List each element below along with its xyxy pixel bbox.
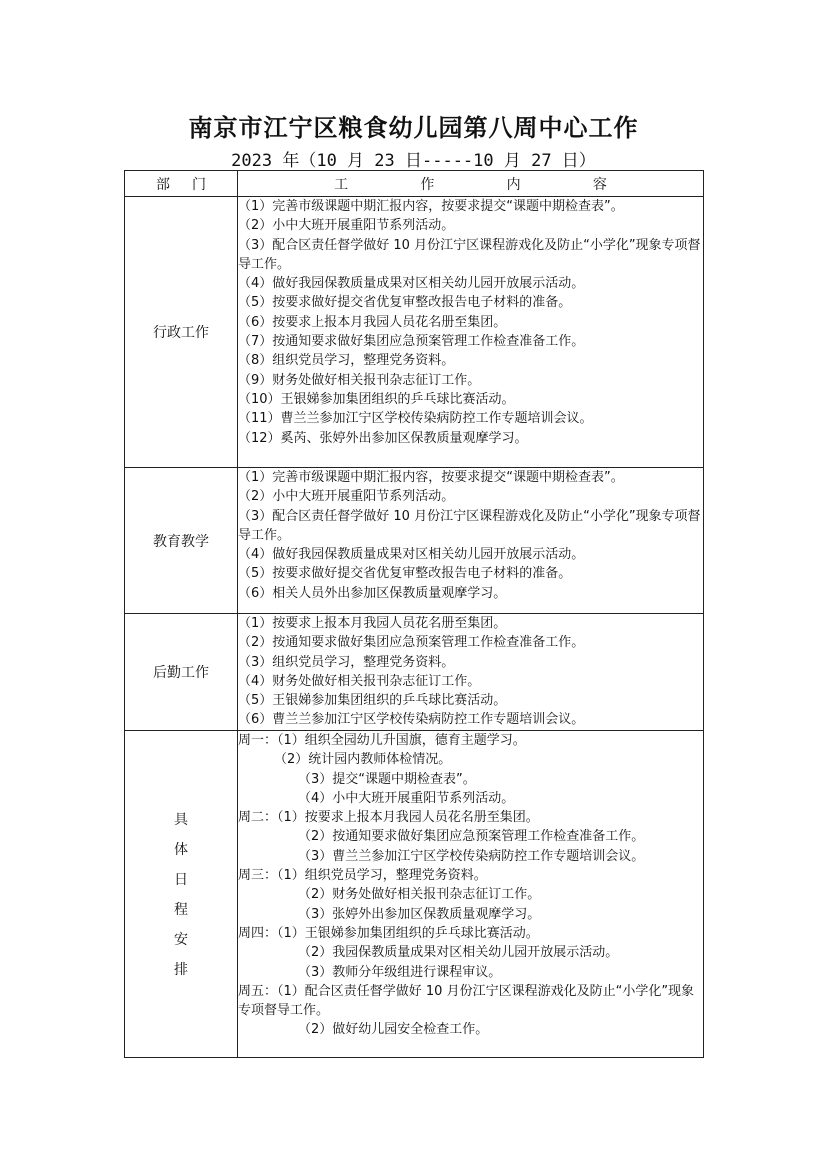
- header-row: [125, 171, 704, 197]
- list-item: （11）曹兰兰参加江宁区学校传染病防控工作专题培训会议。: [238, 411, 593, 427]
- dept-header: [125, 171, 238, 197]
- admin-items: [238, 197, 704, 468]
- list-item: （6）按要求上报本月我园人员花名册至集团。: [238, 314, 507, 330]
- content-header: [238, 171, 704, 197]
- work-schedule-table: [124, 170, 704, 1058]
- schedule-line: 周二：（1）按要求上报本月我园人员花名册至集团。: [238, 810, 539, 826]
- dept-admin: 行政工作: [125, 197, 238, 468]
- teaching-items: [238, 468, 704, 614]
- list-item: （8）组织党员学习，整理党务资料。: [238, 353, 455, 369]
- list-item: （4）做好我园保教质量成果对区相关幼儿园开放展示活动。: [238, 276, 585, 292]
- list-item: （7）按通知要求做好集团应急预案管理工作检查准备工作。: [238, 334, 585, 350]
- list-item: （10）王银娣参加集团组织的乒乓球比赛活动。: [238, 391, 515, 407]
- date-range: 2023 年（10 月 23 日-----10 月 27 日）: [231, 151, 596, 171]
- list-item: （5）王银娣参加集团组织的乒乓球比赛活动。: [238, 693, 507, 709]
- section-row-teaching: [125, 468, 704, 614]
- list-item: （2）按通知要求做好集团应急预案管理工作检查准备工作。: [238, 635, 585, 651]
- document-title: 南京市江宁区粮食幼儿园第八周中心工作: [188, 113, 639, 142]
- list-item: （1）按要求上报本月我园人员花名册至集团。: [238, 616, 507, 631]
- list-item: （4）做好我园保教质量成果对区相关幼儿园开放展示活动。: [238, 547, 585, 563]
- schedule-line: （3）曹兰兰参加江宁区学校传染病防控工作专题培训会议。: [298, 848, 645, 864]
- list-item: （12）奚芮、张婷外出参加区保教质量观摩学习。: [238, 430, 528, 446]
- section-row-admin: [125, 197, 704, 468]
- list-item: （2）小中大班开展重阳节系列活动。: [238, 218, 455, 234]
- schedule-label-char: 具: [174, 812, 188, 828]
- dept-header-char: 部: [156, 176, 170, 193]
- list-item: （3）配合区责任督学做好 10 月份江宁区课程游戏化及防止“小学化”现象专项督导工作。: [238, 508, 701, 543]
- schedule-label: [125, 731, 238, 1058]
- list-item: （1）完善市级课题中期汇报内容，按要求提交“课题中期检查表”。: [238, 470, 624, 485]
- section-row-logistics: [125, 614, 704, 731]
- schedule-label-char: 日: [174, 872, 188, 888]
- schedule-line: （3）张婷外出参加区保教质量观摩学习。: [298, 906, 541, 922]
- schedule-line: （2）财务处做好相关报刊杂志征订工作。: [298, 887, 541, 903]
- list-item: （5）按要求做好提交省优复审整改报告电子材料的准备。: [238, 295, 572, 311]
- content-header-char: 工: [334, 176, 349, 193]
- list-item: （9）财务处做好相关报刊杂志征订工作。: [238, 372, 481, 388]
- content-header-char: 容: [592, 176, 607, 193]
- list-item: （6）曹兰兰参加江宁区学校传染病防控工作专题培训会议。: [238, 712, 585, 728]
- schedule-line: 周四：（1）王银娣参加集团组织的乒乓球比赛活动。: [238, 925, 539, 941]
- schedule-line: （3）提交“课题中期检查表”。: [298, 771, 476, 787]
- schedule-line: （3）教师分年级组进行课程审议。: [298, 964, 502, 980]
- schedule-line: 周三：（1）组织党员学习，整理党务资料。: [238, 868, 487, 884]
- schedule-line: （2）统计园内教师体检情况。: [274, 752, 452, 768]
- schedule-label-char: 体: [174, 842, 188, 858]
- schedule-label-char: 程: [174, 902, 188, 918]
- schedule-line: （2）做好幼儿园安全检查工作。: [298, 1022, 489, 1038]
- schedule-line: 周五：（1）配合区责任督学做好 10 月份江宁区课程游戏化及防止“小学化”现象专项督导工作。: [238, 983, 695, 1019]
- schedule-line: （2）我园保教质量成果对区相关幼儿园开放展示活动。: [298, 945, 619, 961]
- list-item: （2）小中大班开展重阳节系列活动。: [238, 489, 455, 505]
- schedule-line: （2）按通知要求做好集团应急预案管理工作检查准备工作。: [298, 829, 645, 845]
- schedule-line: 周一：（1）组织全园幼儿升国旗，德育主题学习。: [238, 733, 526, 748]
- list-item: （3）组织党员学习，整理党务资料。: [238, 654, 455, 670]
- list-item: （1）完善市级课题中期汇报内容，按要求提交“课题中期检查表”。: [238, 199, 624, 214]
- list-item: （3）配合区责任督学做好 10 月份江宁区课程游戏化及防止“小学化”现象专项督导工作。: [238, 237, 701, 272]
- dept-logistics: 后勤工作: [125, 614, 238, 731]
- dept-teaching: 教育教学: [125, 468, 238, 614]
- logistics-items: [238, 614, 704, 731]
- schedule-items: [238, 731, 704, 1058]
- section-row-schedule: [125, 731, 704, 1058]
- content-header-char: 作: [420, 176, 435, 193]
- list-item: （5）按要求做好提交省优复审整改报告电子材料的准备。: [238, 566, 572, 582]
- list-item: （6）相关人员外出参加区保教质量观摩学习。: [238, 585, 507, 601]
- content-header-char: 内: [506, 176, 521, 193]
- schedule-label-char: 排: [174, 962, 188, 978]
- schedule-line: （4）小中大班开展重阳节系列活动。: [298, 790, 515, 806]
- schedule-label-char: 安: [174, 932, 188, 948]
- list-item: （4）财务处做好相关报刊杂志征订工作。: [238, 673, 481, 689]
- dept-header-char: 门: [192, 176, 206, 193]
